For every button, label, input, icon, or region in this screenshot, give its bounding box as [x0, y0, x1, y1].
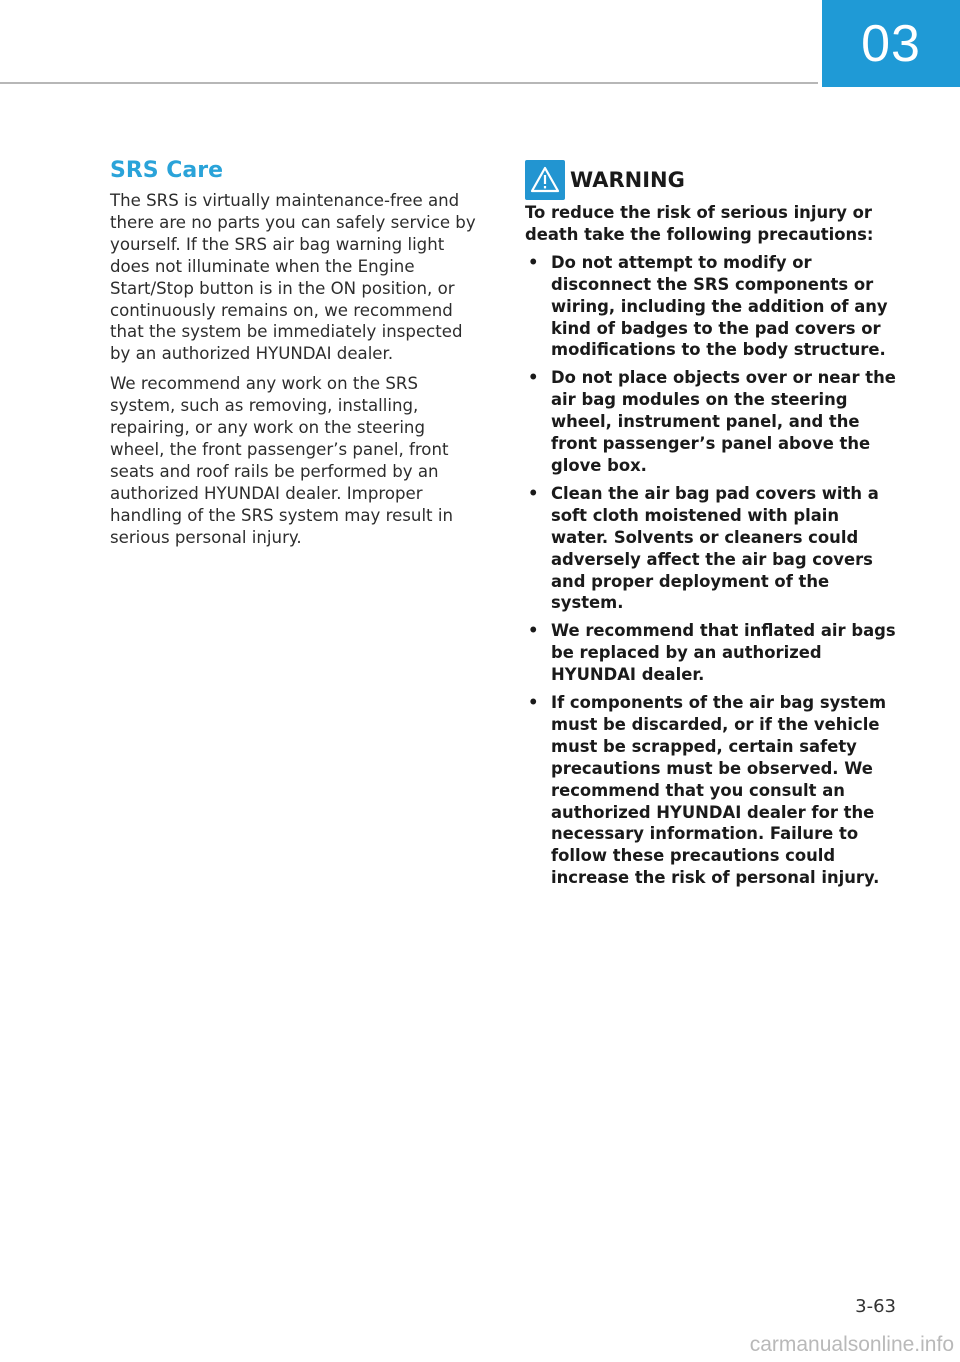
list-item-text: Do not place objects over or near the air bag modules on the steering wheel, instrument panel, and the front passenger’s panel above the glove box.: [551, 368, 896, 475]
bullet: •: [528, 483, 539, 503]
list-item-text: Do not attempt to modify or disconnect the SRS components or wiring, including the addition of any kind of badges to the pad covers or modifications to the body structure.: [551, 252, 888, 360]
header-rule: [0, 82, 818, 84]
bullet: •: [528, 693, 539, 713]
warning-section: [525, 160, 897, 895]
warning-title: WARNING: [570, 168, 685, 192]
list-item: [525, 620, 897, 686]
list-item: [525, 367, 897, 477]
warning-list: [525, 252, 897, 889]
list-item-text: Clean the air bag pad covers with a soft cloth moistened with plain water. Solvents or cleaners could adversely affect the air bag covers and proper deployment of the system.: [551, 483, 879, 613]
list-item: [525, 483, 897, 614]
srs-care-section: [110, 158, 482, 557]
chapter-tab: [822, 0, 960, 87]
bullet: •: [528, 252, 539, 272]
page-number: 3-63: [855, 1296, 896, 1317]
warning-intro: To reduce the risk of serious injury or death take the following precautions:: [525, 203, 874, 244]
bullet: •: [528, 621, 539, 641]
list-item-text: We recommend that inflated air bags be replaced by an authorized HYUNDAI dealer.: [551, 621, 896, 685]
warning-triangle-icon: [525, 160, 565, 200]
chapter-number: 03: [861, 14, 921, 73]
list-item-text: If components of the air bag system must be discarded, or if the vehicle must be scrapped, certain safety precautions must be observed. We recommend that you consult an authorized HYUNDAI dealer for the necessary information. Failure to follow these precautions could increase the risk of personal injury.: [551, 693, 887, 888]
body-paragraph: The SRS is virtually maintenance-free and there are no parts you can safely service by yourself. If the SRS air bag warning light does not illuminate when the Engine Start/Stop button is in the ON position, or continuously remains on, we recommend that the system be immediately inspected by an authorized HYUNDAI dealer.: [110, 191, 476, 364]
bullet: •: [528, 368, 539, 388]
body-paragraph: We recommend any work on the SRS system, such as removing, installing, repairing, or any work on the steering wheel, the front passenger’s panel, front seats and roof rails be performed by an authorized HYUNDAI dealer. Improper handling of the SRS system may result in serious personal injury.: [110, 374, 453, 547]
list-item: [525, 252, 897, 362]
section-title: SRS Care: [110, 158, 224, 183]
watermark: carmanualsonline.info: [749, 1333, 954, 1356]
list-item: [525, 692, 897, 889]
warning-header: [525, 160, 897, 200]
